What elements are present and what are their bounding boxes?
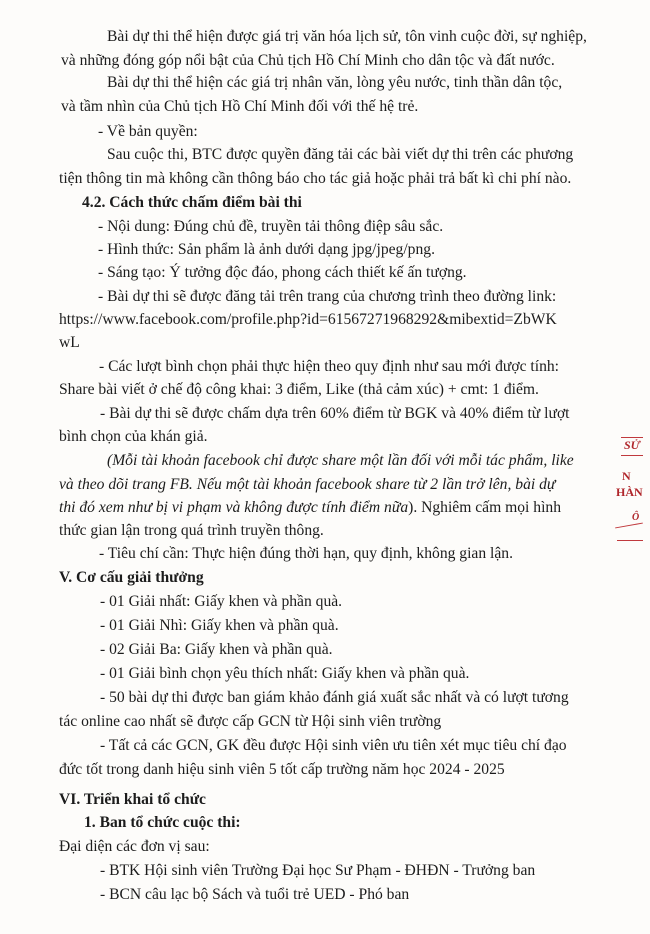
section-heading: VI. Triển khai tổ chức [59,791,206,808]
paragraph-line: Sau cuộc thi, BTC được quyền đăng tải các bài viết dự thi trên các phương [107,146,574,163]
paragraph-line: đức tốt trong danh hiệu sinh viên 5 tốt cấp trường năm học 2024 - 2025 [59,761,505,778]
prize-first: - 01 Giải nhất: Giấy khen và phần quà. [100,593,343,610]
paragraph-line: tác online cao nhất sẽ được cấp GCN từ Hội sinh viên trường [59,713,442,730]
subsection-heading: 1. Ban tổ chức cuộc thi: [84,814,241,831]
criteria-creative: - Sáng tạo: Ý tưởng độc đáo, phong cách thiết kế ấn tượng. [98,264,467,281]
copyright-label: - Về bản quyền: [98,123,198,140]
paragraph-line: bình chọn của khán giả. [59,428,208,445]
prize-third: - 02 Giải Ba: Giấy khen và phần quà. [100,641,333,658]
paragraph-line: - 50 bài dự thi được ban giám khảo đánh giá xuất sắc nhất và có lượt tương [100,689,569,706]
criteria-form: - Hình thức: Sản phẩm là ảnh dưới dạng jpg/jpeg/png. [98,241,435,258]
note-italic-part: thi đó xem như bị vi phạm và không được tính điểm nữa [59,499,409,516]
org-member: - BTK Hội sinh viên Trường Đại học Sư Phạm - ĐHĐN - Trưởng ban [100,862,536,879]
criteria-needed: - Tiêu chí cần: Thực hiện đúng thời hạn, quy định, không gian lận. [99,545,514,562]
paragraph-line: Bài dự thi thể hiện được giá trị văn hóa lịch sử, tôn vinh cuộc đời, sự nghiệp, [107,28,587,45]
paragraph-line: và tầm nhìn của Chủ tịch Hồ Chí Minh đối với thế hệ trẻ. [61,98,419,115]
paragraph-line: Share bài viết ở chế độ công khai: 3 điểm, Like (thả cảm xúc) + cmt: 1 điểm. [59,381,539,398]
paragraph-line: - Các lượt bình chọn phải thực hiện theo quy định như sau mới được tính: [99,358,560,375]
stamp-fragment: N [622,469,631,483]
note-line [59,498,561,518]
prize-second: - 01 Giải Nhì: Giấy khen và phần quà. [100,617,339,634]
org-member: - BCN câu lạc bộ Sách và tuổi trẻ UED - Phó ban [100,886,410,903]
section-heading: 4.2. Cách thức chấm điểm bài thi [82,194,302,211]
section-heading: V. Cơ cấu giải thưởng [59,569,204,586]
stamp-mark [615,523,643,529]
note-line: và theo dõi trang FB. Nếu một tài khoản facebook share từ 2 lần trở lên, bài dự [59,476,556,493]
note-plain-part: ). Nghiêm cấm mọi hình [408,499,562,516]
stamp-mark [621,455,643,456]
org-intro: Đại diện các đơn vị sau: [59,838,210,855]
paragraph-line: - Tất cả các GCN, GK đều được Hội sinh viên ưu tiên xét mục tiêu chí đạo [100,737,567,754]
paragraph-line: Bài dự thi thể hiện các giá trị nhân văn, lòng yêu nước, tinh thần dân tộc, [107,74,563,91]
note-line: (Mỗi tài khoản facebook chỉ được share một lần đối với mỗi tác phẩm, like [107,452,574,469]
stamp-fragment: SỬ [624,438,640,452]
paragraph-line: - Bài dự thi sẽ được chấm dựa trên 60% điểm từ BGK và 40% điểm từ lượt [100,405,570,422]
paragraph-line: - Bài dự thi sẽ được đăng tải trên trang của chương trình theo đường link: [98,288,557,305]
stamp-mark [617,540,643,541]
note-line: thức gian lận trong quá trình truyền thông. [59,522,324,539]
stamp-fragment: Ô [632,512,640,523]
prize-favorite: - 01 Giải bình chọn yêu thích nhất: Giấy khen và phần quà. [100,665,470,682]
stamp-fragment: HÀN [616,485,643,499]
criteria-content: - Nội dung: Đúng chủ đề, truyền tải thông điệp sâu sắc. [98,218,444,235]
paragraph-line: tiện thông tin mà không cần thông báo cho tác giả hoặc phải trả bất kì chi phí nào. [59,170,572,187]
paragraph-line: và những đóng góp nổi bật của Chủ tịch Hồ Chí Minh cho dân tộc và đất nước. [61,52,555,69]
facebook-link-continued[interactable]: wL [59,334,80,351]
facebook-link[interactable]: https://www.facebook.com/profile.php?id=61567271968292&mibextid=ZbWK [59,311,557,328]
